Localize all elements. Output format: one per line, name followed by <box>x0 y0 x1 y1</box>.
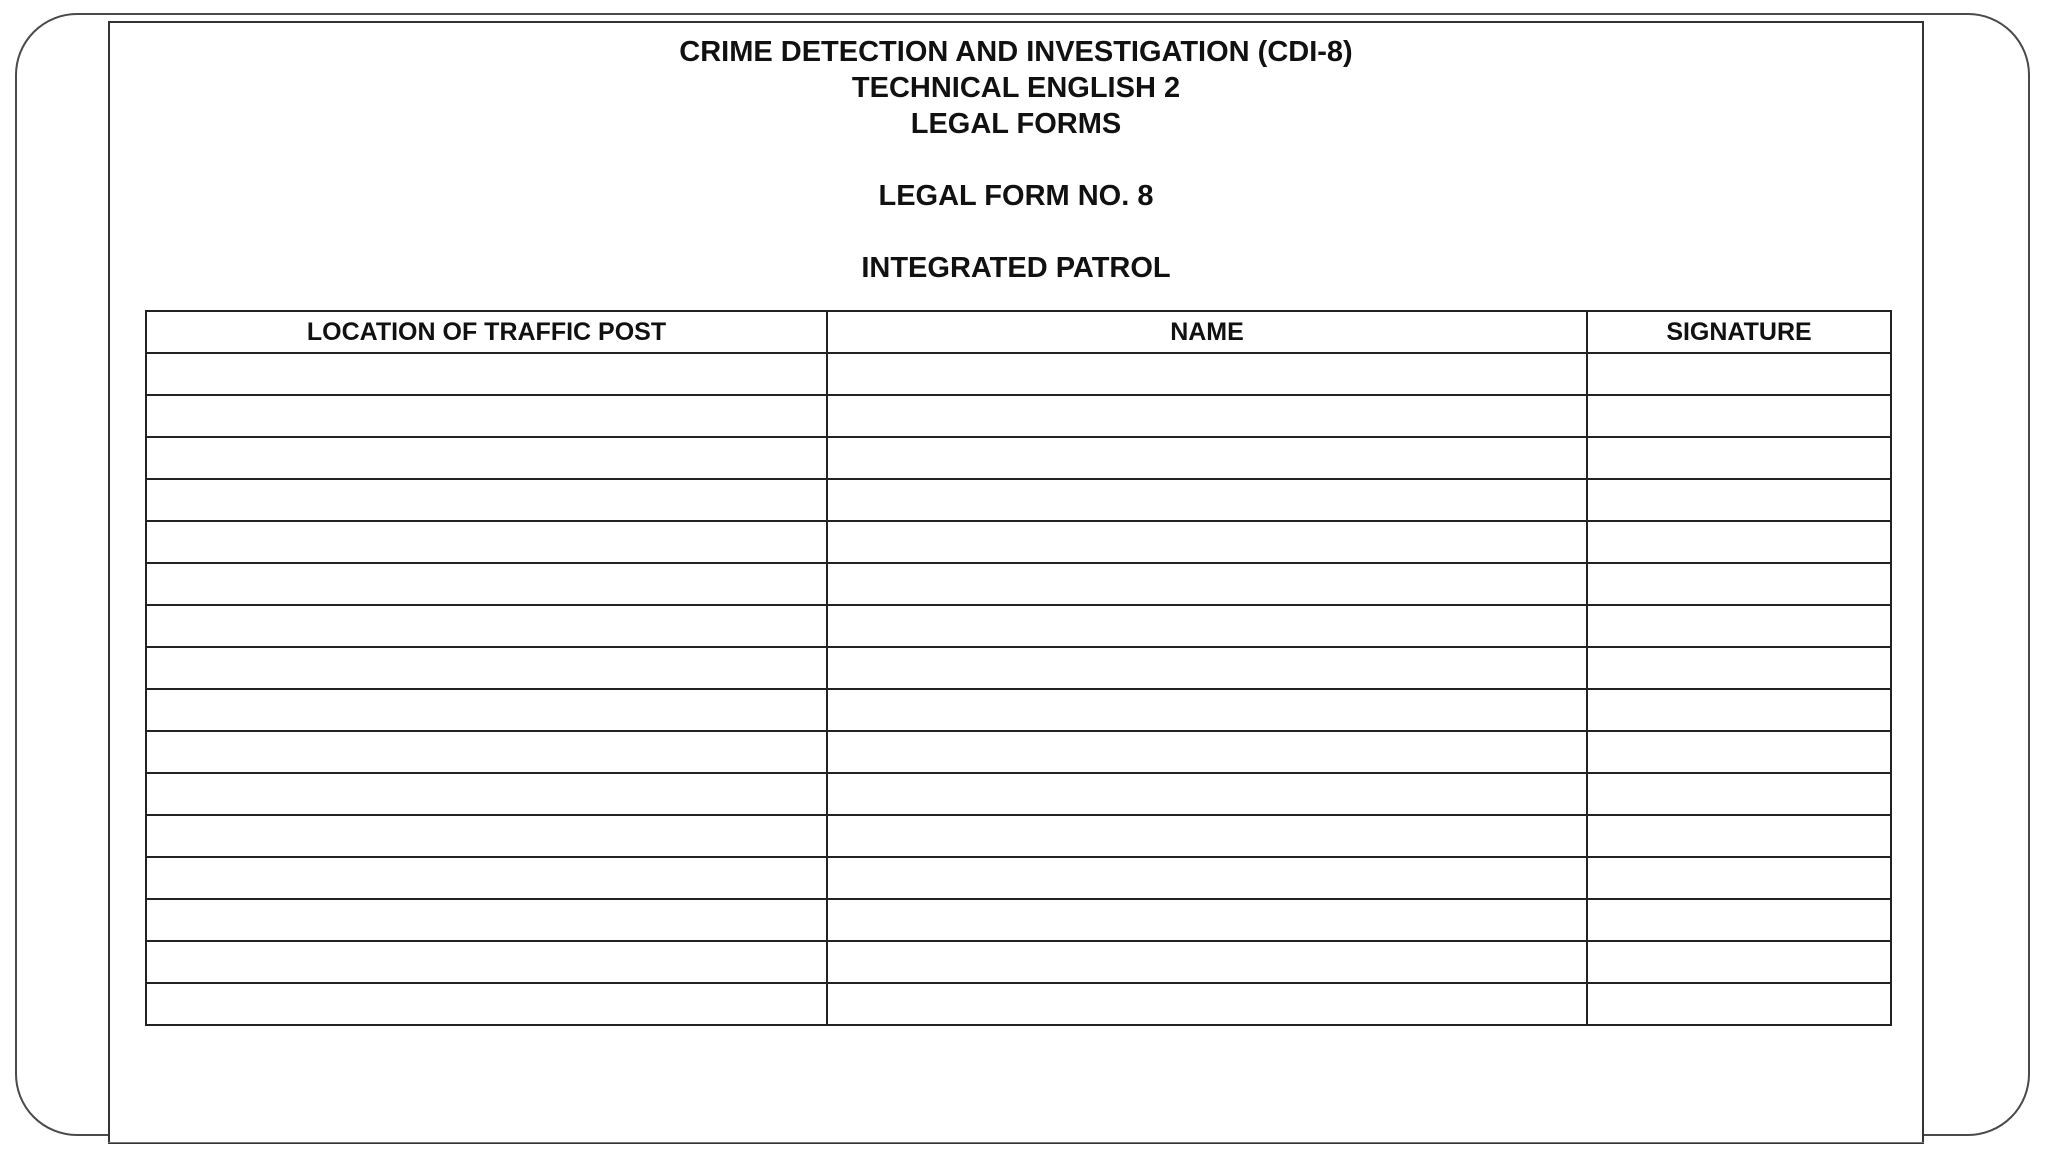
column-header-signature: SIGNATURE <box>1587 311 1891 353</box>
name-cell <box>827 395 1587 437</box>
signature-cell <box>1587 521 1891 563</box>
location-cell <box>146 395 827 437</box>
location-cell <box>146 689 827 731</box>
name-cell <box>827 689 1587 731</box>
table-row <box>146 731 1891 773</box>
table-row <box>146 563 1891 605</box>
name-cell <box>827 731 1587 773</box>
location-cell <box>146 353 827 395</box>
signature-cell <box>1587 815 1891 857</box>
name-cell <box>827 437 1587 479</box>
location-cell <box>146 731 827 773</box>
form-title: INTEGRATED PATROL <box>861 252 1171 284</box>
name-cell <box>827 899 1587 941</box>
signature-cell <box>1587 857 1891 899</box>
location-cell <box>146 647 827 689</box>
table-row <box>146 857 1891 899</box>
signature-cell <box>1587 899 1891 941</box>
location-cell <box>146 983 827 1025</box>
name-cell <box>827 941 1587 983</box>
signature-cell <box>1587 647 1891 689</box>
name-cell <box>827 647 1587 689</box>
column-header-name: NAME <box>827 311 1587 353</box>
name-cell <box>827 563 1587 605</box>
table-row <box>146 941 1891 983</box>
table-row <box>146 815 1891 857</box>
table-body <box>146 353 1891 1025</box>
signature-cell <box>1587 395 1891 437</box>
location-cell <box>146 815 827 857</box>
course-title: CRIME DETECTION AND INVESTIGATION (CDI-8) <box>679 36 1353 68</box>
name-cell <box>827 479 1587 521</box>
name-cell <box>827 353 1587 395</box>
signature-cell <box>1587 605 1891 647</box>
table-row <box>146 773 1891 815</box>
table-row <box>146 395 1891 437</box>
location-cell <box>146 857 827 899</box>
location-cell <box>146 479 827 521</box>
column-header-location: LOCATION OF TRAFFIC POST <box>146 311 827 353</box>
signature-cell <box>1587 689 1891 731</box>
table-row <box>146 437 1891 479</box>
name-cell <box>827 857 1587 899</box>
signature-cell <box>1587 479 1891 521</box>
signature-cell <box>1587 941 1891 983</box>
table-row <box>146 689 1891 731</box>
table-row <box>146 983 1891 1025</box>
table-row <box>146 605 1891 647</box>
location-cell <box>146 521 827 563</box>
table-header-row <box>146 311 1891 353</box>
table-row <box>146 899 1891 941</box>
signature-cell <box>1587 773 1891 815</box>
location-cell <box>146 437 827 479</box>
name-cell <box>827 605 1587 647</box>
signature-cell <box>1587 563 1891 605</box>
name-cell <box>827 521 1587 563</box>
table-row <box>146 521 1891 563</box>
subject-title: TECHNICAL ENGLISH 2 <box>851 72 1181 104</box>
signature-cell <box>1587 437 1891 479</box>
table-row <box>146 353 1891 395</box>
name-cell <box>827 773 1587 815</box>
name-cell <box>827 815 1587 857</box>
location-cell <box>146 605 827 647</box>
signature-cell <box>1587 353 1891 395</box>
integrated-patrol-table <box>145 310 1892 1026</box>
location-cell <box>146 899 827 941</box>
signature-cell <box>1587 731 1891 773</box>
location-cell <box>146 941 827 983</box>
form-number: LEGAL FORM NO. 8 <box>878 180 1154 212</box>
table-row <box>146 479 1891 521</box>
section-title: LEGAL FORMS <box>910 108 1122 140</box>
name-cell <box>827 983 1587 1025</box>
legal-form-sheet <box>108 21 1924 1144</box>
location-cell <box>146 563 827 605</box>
signature-cell <box>1587 983 1891 1025</box>
table-row <box>146 647 1891 689</box>
form-sheet-bottom-edge <box>108 1142 1924 1143</box>
location-cell <box>146 773 827 815</box>
